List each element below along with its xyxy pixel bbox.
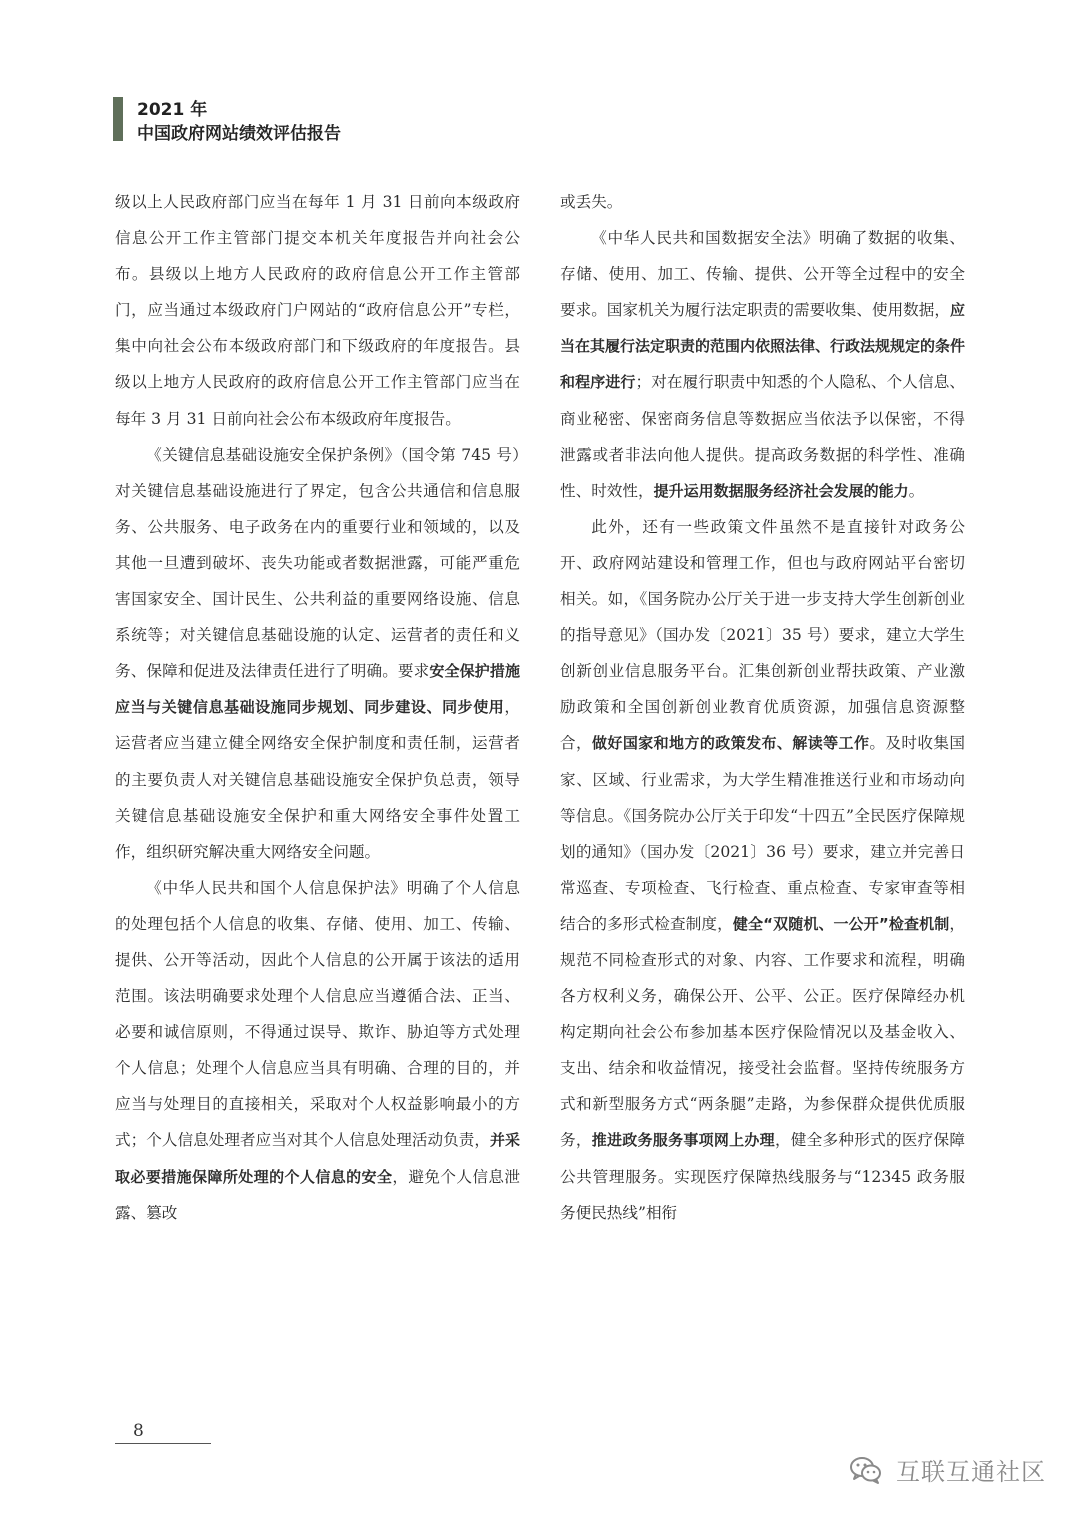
- page-number-rule: [115, 1443, 211, 1444]
- paragraph-annual-report: 级以上人民政府部门应当在每年 1 月 31 日前向本级政府信息公开工作主管部门提交本机关年度报告并向社会公布。县级以上地方人民政府的政府信息公开工作主管部门，应当通过本级政府门户网站的“政府信息公开”专栏，集中向社会公布本级政府部门和下级政府的年度报告。县级以上地方人民政府的政府信息公开工作主管部门应当在每年 3 月 31 日前向社会公布本级政府年度报告。: [115, 193, 520, 428]
- paragraph-continuation: 或丢失。: [560, 193, 623, 211]
- paragraph-personal-info-law: 《中华人民共和国个人信息保护法》明确了个人信息的处理包括个人信息的收集、存储、使用、加工、传输、提供、公开等活动，因此个人信息的公开属于该法的适用范围。该法明确要求处理个人信息应当遵循合法、正当、必要和诚信原则，不得通过误导、欺诈、胁迫等方式处理个人信息；处理个人信息应当具有明确、合理的目的，并应当与处理目的直接相关，采取对个人权益影响最小的方式；个人信息处理者应当对其个人信息处理活动负责，并采取必要措施保障所处理的个人信息的安全，避免个人信息泄露、篡改: [115, 878, 520, 1222]
- emphasis-text: 做好国家和地方的政策发布、解读等工作: [592, 734, 870, 753]
- paragraph-data-security-law: 《中华人民共和国数据安全法》明确了数据的收集、存储、使用、加工、传输、提供、公开等全过程中的安全要求。国家机关为履行法定职责的需要收集、使用数据，应当在其履行法定职责的范围内依照法律、行政法规规定的条件和程序进行；对在履行职责中知悉的个人隐私、个人信息、商业秘密、保密商务信息等数据应当依法予以保密，不得泄露或者非法向他人提供。提高政务数据的科学性、准确性、时效性，提升运用数据服务经济社会发展的能力。: [560, 229, 966, 500]
- emphasis-text: 并采取必要措施保障所处理的个人信息的安全: [115, 1131, 520, 1186]
- emphasis-text: 应当在其履行法定职责的范围内依照法律、行政法规规定的条件和程序进行: [560, 301, 966, 392]
- right-column: [560, 184, 965, 1231]
- watermark: [849, 1452, 1046, 1488]
- paragraph-critical-infrastructure: 《关键信息基础设施安全保护条例》（国令第 745 号）对关键信息基础设施进行了界定，包含公共通信和信息服务、公共服务、电子政务在内的重要行业和领域的，以及其他一旦遭到破坏、丧失功能或者数据泄露，可能严重危害国家安全、国计民生、公共利益的重要网络设施、信息系统等；对关键信息基础设施的认定、运营者的责任和义务、保障和促进及法律责任进行了明确。要求安全保护措施应当与关键信息基础设施同步规划、同步建设、同步使用，运营者应当建立健全网络安全保护制度和责任制，运营者的主要负责人对关键信息基础设施安全保护负总责，领导关键信息基础设施安全保护和重大网络安全事件处置工作，组织研究解决重大网络安全问题。: [115, 445, 520, 861]
- emphasis-text: 安全保护措施应当与关键信息基础设施同步规划、同步建设、同步使用: [115, 662, 520, 717]
- paragraph-other-policies: 此外，还有一些政策文件虽然不是直接针对政务公开、政府网站建设和管理工作，但也与政府网站平台密切相关。如，《国务院办公厅关于进一步支持大学生创新创业的指导意见》（国办发〔2021〕35 号）要求，建立大学生创新创业信息服务平台。汇集创新创业帮扶政策、产业激励政策和全国创新创业教育优质资源，加强信息资源整合，做好国家和地方的政策发布、解读等工作。及时收集国家、区域、行业需求，为大学生精准推送行业和市场动向等信息。《国务院办公厅关于印发“十四五”全民医疗保障规划的通知》（国办发〔2021〕36 号）要求，建立并完善日常巡查、专项检查、飞行检查、重点检查、专家审查等相结合的多形式检查制度，健全“双随机、一公开”检查机制，规范不同检查形式的对象、内容、工作要求和流程，明确各方权利义务，确保公开、公平、公正。医疗保障经办机构定期向社会公布参加基本医疗保险情况以及基金收入、支出、结余和收益情况，接受社会监督。坚持传统服务方式和新型服务方式“两条腿”走路，为参保群众提供优质服务，推进政务服务事项网上办理，健全多种形式的医疗保障公共管理服务。实现医疗保障热线服务与“12345 政务服务便民热线”相衔: [560, 517, 965, 1222]
- emphasis-text: 健全“双随机、一公开”检查机制: [732, 914, 950, 933]
- header-title: 中国政府网站绩效评估报告: [137, 124, 341, 144]
- emphasis-text: 推进政务服务事项网上办理: [591, 1131, 775, 1150]
- left-column: [115, 184, 520, 1231]
- watermark-text: 互联互通社区: [896, 1458, 1046, 1486]
- wechat-icon: [849, 1455, 883, 1485]
- emphasis-text: 提升运用数据服务经济社会发展的能力: [653, 481, 909, 500]
- header-accent-bar: [113, 97, 123, 141]
- header-year: 2021 年: [137, 100, 208, 120]
- page-number: 8: [133, 1421, 144, 1441]
